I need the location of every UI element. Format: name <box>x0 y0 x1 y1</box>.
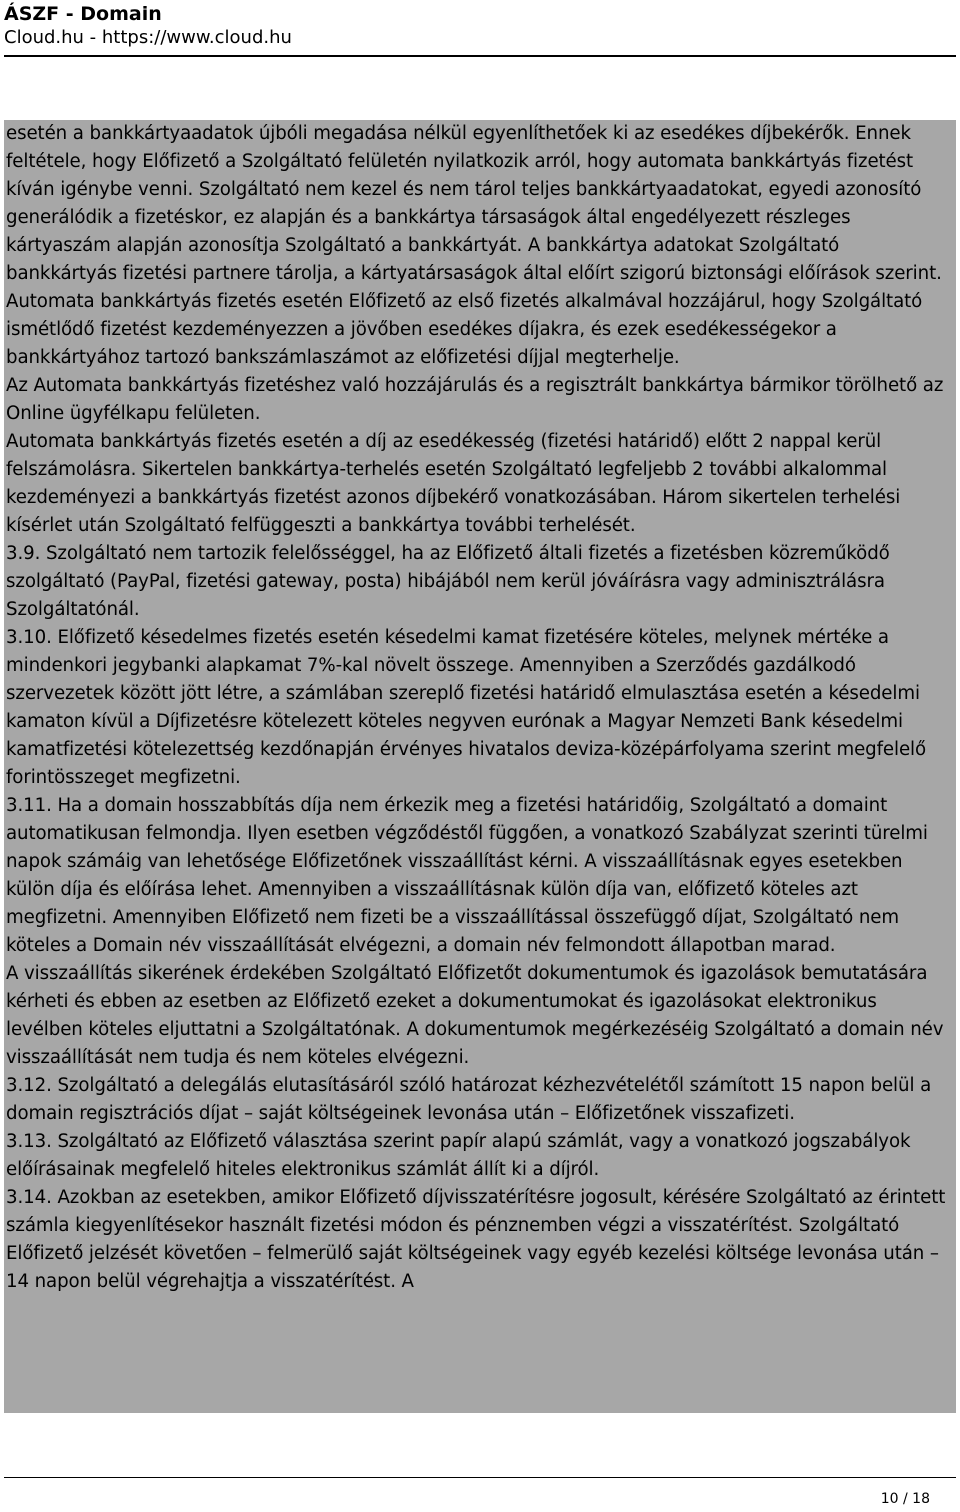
paragraph-card-removal: Az Automata bankkártyás fizetéshez való hozzájárulás és a regisztrált bankkártya bármikor törölhető az Online ügyfélkapu felületen. <box>6 375 944 424</box>
paragraph-recurring-consent: Automata bankkártyás fizetés esetén Előfizető az első fizetés alkalmával hozzájárul, hogy Szolgáltató ismétlődő fizetést kezdeményezzen a jövőben esedékes díjakra, és ezek esedékességekor a bankkártyához tartozó bankszámlaszámot az előfizetési díjjal megterhelje. <box>6 291 923 368</box>
paragraph-section-3-10: 3.10. Előfizető késedelmes fizetés esetén késedelmi kamat fizetésére köteles, melynek mértéke a mindenkori jegybanki alapkamat 7%-kal növelt összege. Amennyiben a Szerződés gazdálkodó szervezetek között jött létre, a számlában szereplő fizetési határidő elmulasztása esetén a késedelmi kamaton kívül a Díjfizetésre kötelezett köteles negyven eurónak a Magyar Nemzeti Bank késedelmi kamatfizetési kötelezettség kezdőnapján érvényes hivatalos deviza-középárfolyama szerint megfelelő forintösszeget megfizetni. <box>6 627 927 788</box>
paragraph-section-3-11: 3.11. Ha a domain hosszabbítás díja nem érkezik meg a fizetési határidőig, Szolgáltató a domaint automatikusan felmondja. Ilyen esetben végződéstől függően, a vonatkozó Szabályzat szerinti türelmi napok számáig van lehetősége Előfizetőnek visszaállítást kérni. A visszaállításnak egyes esetekben külön díja és előírása lehet. Amennyiben a visszaállításnak külön díja van, előfizető köteles azt megfizetni. Amennyiben Előfizető nem fizeti be a visszaállítással összefüggő díjat, Szolgáltató nem köteles a Domain név visszaállítását elvégezni, a domain név felmondott állapotban marad. <box>6 795 928 956</box>
paragraph-section-3-12: 3.12. Szolgáltató a delegálás elutasításáról szóló határozat kézhezvételétől számított 15 napon belül a domain regisztrációs díjat – saját költségeinek levonása után – Előfizetőnek visszafizeti. <box>6 1075 932 1124</box>
footer-divider <box>4 1477 956 1478</box>
paragraph-section-3-13: 3.13. Szolgáltató az Előfizető választása szerint papír alapú számlát, vagy a vonatkozó jogszabályok előírásainak megfelelő hiteles elektronikus számlát állít ki a díjról. <box>6 1131 911 1180</box>
document-title: ÁSZF - Domain <box>4 3 162 25</box>
paragraph-section-3-14: 3.14. Azokban az esetekben, amikor Előfizető díjvisszatérítésre jogosult, kérésére Szolgáltató az érintett számla kiegyenlítésekor használt fizetési módon és pénznemben végzi a visszatérítést. Szolgáltató Előfizető jelzését követően – felmerülő saját költségeinek vagy egyéb kezelési költsége levonása után – 14 napon belül végrehajtja a visszatérítést. A <box>6 1187 946 1292</box>
header-divider <box>4 55 956 57</box>
page-number: 10 / 18 <box>880 1491 930 1507</box>
paragraph-charge-timing: Automata bankkártyás fizetés esetén a díj az esedékesség (fizetési határidő) előtt 2 nappal kerül felszámolásra. Sikertelen bankkártya-terhelés esetén Szolgáltató legfeljebb 2 további alkalommal kezdeményezi a bankkártyás fizetést azonos díjbekérő vonatkozásában. Három sikertelen terhelési kísérlet után Szolgáltató felfüggeszti a bankkártya további terhelését. <box>6 431 901 536</box>
document-subtitle: Cloud.hu - https://www.cloud.hu <box>4 27 292 48</box>
document-header <box>4 2 956 50</box>
paragraph-restoration-documents: A visszaállítás sikerének érdekében Szolgáltató Előfizetőt dokumentumok és igazolások bemutatására kérheti és ebben az esetben az Előfizető ezeket a dokumentumokat és igazolásokat elektronikus levélben köteles eljuttatni a Szolgáltatónak. A dokumentumok megérkezéséig Szolgáltató a domain név visszaállítását nem tudja és nem köteles elvégezni. <box>6 963 944 1068</box>
paragraph-section-3-9: 3.9. Szolgáltató nem tartozik felelősséggel, ha az Előfizető általi fizetés a fizetésben közreműködő szolgáltató (PayPal, fizetési gateway, posta) hibájából nem kerül jóváírásra vagy adminisztrálásra Szolgáltatónál. <box>6 543 890 620</box>
paragraph-card-payment-storage: esetén a bankkártyaadatok újbóli megadása nélkül egyenlíthetőek ki az esedékes díjbekérők. Ennek feltétele, hogy Előfizető a Szolgáltató felületén nyilatkozik arról, hogy automata bankkártyás fizetést kíván igénybe venni. Szolgáltató nem kezel és nem tárol teljes bankkártyaadatokat, egyedi azonosító generálódik a fizetéskor, ez alapján és a bankkártya társaságok által engedélyezett részleges kártyaszám alapján azonosítja Szolgáltató a bankkártyát. A bankkártya adatokat Szolgáltató bankkártyás fizetési partnere tárolja, a kártyatársaságok által előírt szigorú biztonsági előírások szerint. <box>6 123 942 284</box>
document-body <box>4 120 956 1413</box>
